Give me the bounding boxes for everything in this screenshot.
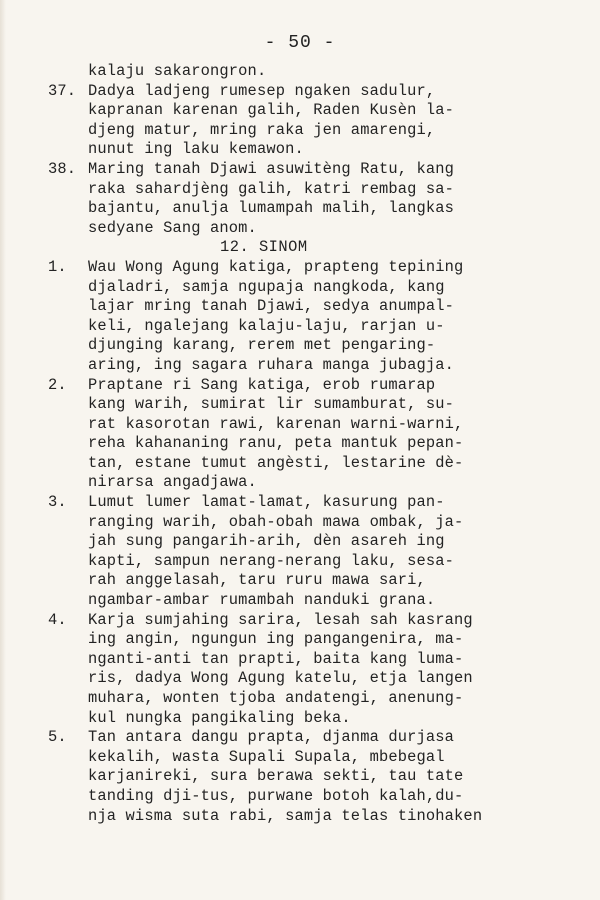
- stanza-number: 3.: [48, 493, 67, 512]
- stanza-first-line: [48, 160, 578, 180]
- text-line: [48, 140, 578, 160]
- text-line: [48, 454, 578, 474]
- line-text: kekalih, wasta Supali Supala, mbebegal: [88, 747, 445, 766]
- line-text: bajantu, anulja lumampah malih, langkas: [88, 199, 455, 218]
- stanza-first-line: [48, 728, 578, 748]
- text-line: [48, 532, 578, 552]
- line-text: djunging karang, rerem met pengaring-: [88, 336, 436, 355]
- line-text: ranging warih, obah-obah mawa ombak, ja-: [88, 512, 464, 531]
- line-text: nganti-anti tan prapti, baita kang luma-: [88, 649, 464, 668]
- text-line: [48, 62, 578, 82]
- page-edge-shadow: [0, 0, 6, 900]
- text-line: [48, 297, 578, 317]
- line-text: ngambar-ambar rumambah nanduki grana.: [88, 591, 436, 610]
- line-text: Lumut lumer lamat-lamat, kasurung pan-: [88, 493, 445, 512]
- text-line: [48, 767, 578, 787]
- line-text: kapranan karenan galih, Raden Kusèn la-: [88, 101, 455, 120]
- line-text: nja wisma suta rabi, samja telas tinohaken: [88, 806, 483, 825]
- text-line: [48, 748, 578, 768]
- line-text: kapti, sampun nerang-nerang laku, sesa-: [88, 551, 455, 570]
- line-text: ris, dadya Wong Agung katelu, etja langen: [88, 669, 473, 688]
- text-line: [48, 807, 578, 827]
- page-number: - 50 -: [264, 33, 336, 53]
- text-line: [48, 669, 578, 689]
- line-text: aring, ing sagara ruhara manga jubagja.: [88, 355, 455, 374]
- stanza-first-line: [48, 611, 578, 631]
- canto-heading: 12. SINOM: [220, 238, 308, 257]
- line-text: nirarsa angadjawa.: [88, 473, 257, 492]
- line-text: Tan antara dangu prapta, djanma durjasa: [88, 728, 455, 747]
- text-line: [48, 434, 578, 454]
- text-line: [48, 591, 578, 611]
- text-line: [48, 395, 578, 415]
- line-text: kul nungka pangikaling beka.: [88, 708, 351, 727]
- poem-text: [48, 62, 578, 826]
- text-line: [48, 317, 578, 337]
- line-text: rat kasorotan rawi, karenan warni-warni,: [88, 414, 464, 433]
- stanza-number: 37.: [48, 81, 77, 100]
- text-line: [48, 356, 578, 376]
- line-text: muhara, wonten tjoba andatengi, anenung-: [88, 689, 464, 707]
- stanza-first-line: [48, 376, 578, 396]
- line-text: keli, ngalejang kalaju-laju, rarjan u-: [88, 316, 445, 335]
- text-line: [48, 571, 578, 591]
- stanza-first-line: [48, 82, 578, 102]
- text-line: [48, 650, 578, 670]
- text-line: [48, 219, 578, 239]
- line-text: kalaju sakarongron.: [88, 62, 267, 80]
- line-text: Dadya ladjeng rumesep ngaken sadulur,: [88, 81, 436, 100]
- line-text: Praptane ri Sang katiga, erob rumarap: [88, 375, 436, 394]
- line-text: karjanireki, sura berawa sekti, tau tate: [88, 767, 464, 786]
- text-line: [48, 415, 578, 435]
- line-text: djeng matur, mring raka jen amarengi,: [88, 120, 436, 139]
- text-line: [48, 278, 578, 298]
- text-line: [48, 513, 578, 533]
- line-text: rah anggelasah, taru ruru mawa sari,: [88, 571, 426, 590]
- text-line: [48, 787, 578, 807]
- stanza-first-line: [48, 493, 578, 513]
- line-text: ing angin, ngungun ing pangangenira, ma-: [88, 630, 464, 649]
- stanza-first-line: [48, 258, 578, 278]
- line-text: lajar mring tanah Djawi, sedya anumpal-: [88, 297, 455, 316]
- line-text: reha kahananing ranu, peta mantuk pepan-: [88, 434, 464, 453]
- text-line: [48, 180, 578, 200]
- text-line: [48, 630, 578, 650]
- stanza-number: 1.: [48, 257, 67, 276]
- text-line: [48, 121, 578, 141]
- line-text: kang warih, sumirat lir sumamburat, su-: [88, 395, 455, 414]
- line-text: Maring tanah Djawi asuwitèng Ratu, kang: [88, 159, 455, 178]
- text-line: [48, 552, 578, 572]
- stanza-number: 2.: [48, 375, 67, 394]
- line-text: nunut ing laku kemawon.: [88, 140, 304, 159]
- text-line: [48, 199, 578, 219]
- line-text: sedyane Sang anom.: [88, 218, 257, 237]
- line-text: djaladri, samja ngupaja nangkoda, kang: [88, 277, 445, 296]
- text-line: [48, 689, 578, 709]
- text-line: [48, 709, 578, 729]
- line-text: tanding dji-tus, purwane botoh kalah,du-: [88, 786, 464, 805]
- line-text: jah sung pangarih-arih, dèn asareh ing: [88, 532, 445, 551]
- line-text: Karja sumjahing sarira, lesah sah kasrang: [88, 610, 473, 629]
- line-text: raka sahardjèng galih, katri rembag sa-: [88, 179, 455, 198]
- line-text: tan, estane tumut angèsti, lestarine dè-: [88, 453, 464, 472]
- line-text: Wau Wong Agung katiga, prapteng tepining: [88, 257, 464, 276]
- text-line: [48, 473, 578, 493]
- text-line: [48, 336, 578, 356]
- stanza-number: 5.: [48, 728, 67, 747]
- stanza-number: 4.: [48, 610, 67, 629]
- stanza-number: 38.: [48, 159, 77, 178]
- text-line: [48, 101, 578, 121]
